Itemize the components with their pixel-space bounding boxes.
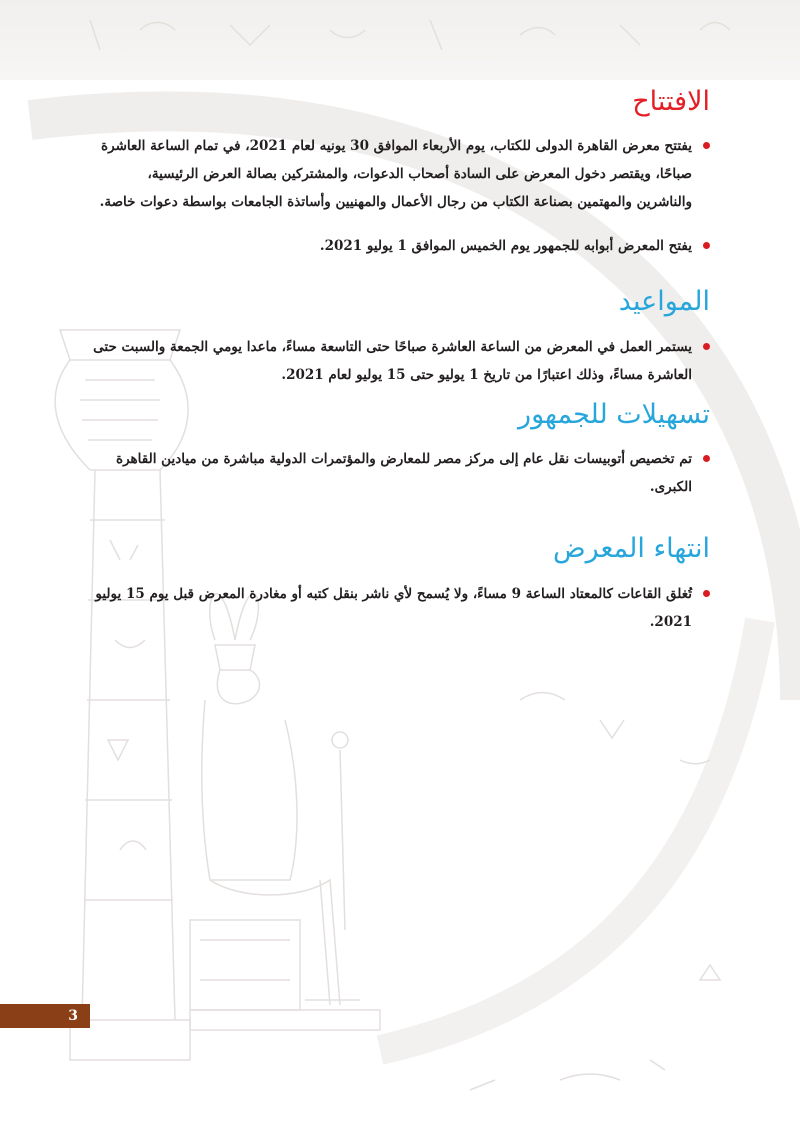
bullet-dot-icon (703, 142, 710, 149)
closing-bullet-1: تُغلق القاعات كالمعتاد الساعة 9 مساءً، ولا يُسمح لأي ناشر بنقل كتبه أو مغادرة المعرض قبل يوم 15 يوليو 2021. (95, 585, 692, 630)
facilities-bullet-1: تم تخصيص أتوبيسات نقل عام إلى مركز مصر للمعارض والمؤتمرات الدولية مباشرة من ميادين القاهرة الكبرى. (116, 451, 692, 496)
bullet-dot-icon (703, 343, 710, 350)
list-item (90, 333, 710, 389)
schedule-bullet-1: يستمر العمل في المعرض من الساعة العاشرة صباحًا حتى التاسعة مساءً، ماعدا يومي الجمعة والسبت حتى العاشرة مساءً، وذلك اعتبارًا من تاريخ 1 يوليو حتى 15 يوليو لعام 2021. (93, 338, 692, 383)
list-item (90, 132, 710, 216)
bullet-dot-icon (703, 242, 710, 249)
bullet-dot-icon (703, 590, 710, 597)
opening-section (90, 86, 710, 260)
closing-section (90, 533, 710, 635)
schedule-heading: المواعيد (618, 286, 710, 318)
list-item (90, 445, 710, 501)
list-item (90, 580, 710, 636)
facilities-heading: تسهيلات للجمهور (518, 398, 710, 430)
list-item (90, 232, 710, 260)
bullet-dot-icon (703, 455, 710, 462)
main-content (90, 80, 710, 636)
closing-heading: انتهاء المعرض (552, 533, 710, 565)
facilities-section (90, 399, 710, 501)
opening-bullet-1: يفتتح معرض القاهرة الدولى للكتاب، يوم الأربعاء الموافق 30 يونيه لعام 2021، في تمام الساعة العاشرة صباحًا، ويقتصر دخول المعرض على السادة أصحاب الدعوات، والمشتركين بصالة العرض الرئيسية، والناشرين والمهتمين بصناعة الكتاب من رجال الأعمال والمهنيين وأساتذة الجامعات بواسطة دعوات خاصة. (99, 138, 692, 211)
opening-heading: الافتتاح (632, 86, 710, 117)
schedule-section (90, 286, 710, 388)
opening-bullet-2: يفتح المعرض أبوابه للجمهور يوم الخميس الموافق 1 يوليو 2021. (319, 238, 692, 255)
page-number-badge: 3 (0, 1004, 90, 1028)
